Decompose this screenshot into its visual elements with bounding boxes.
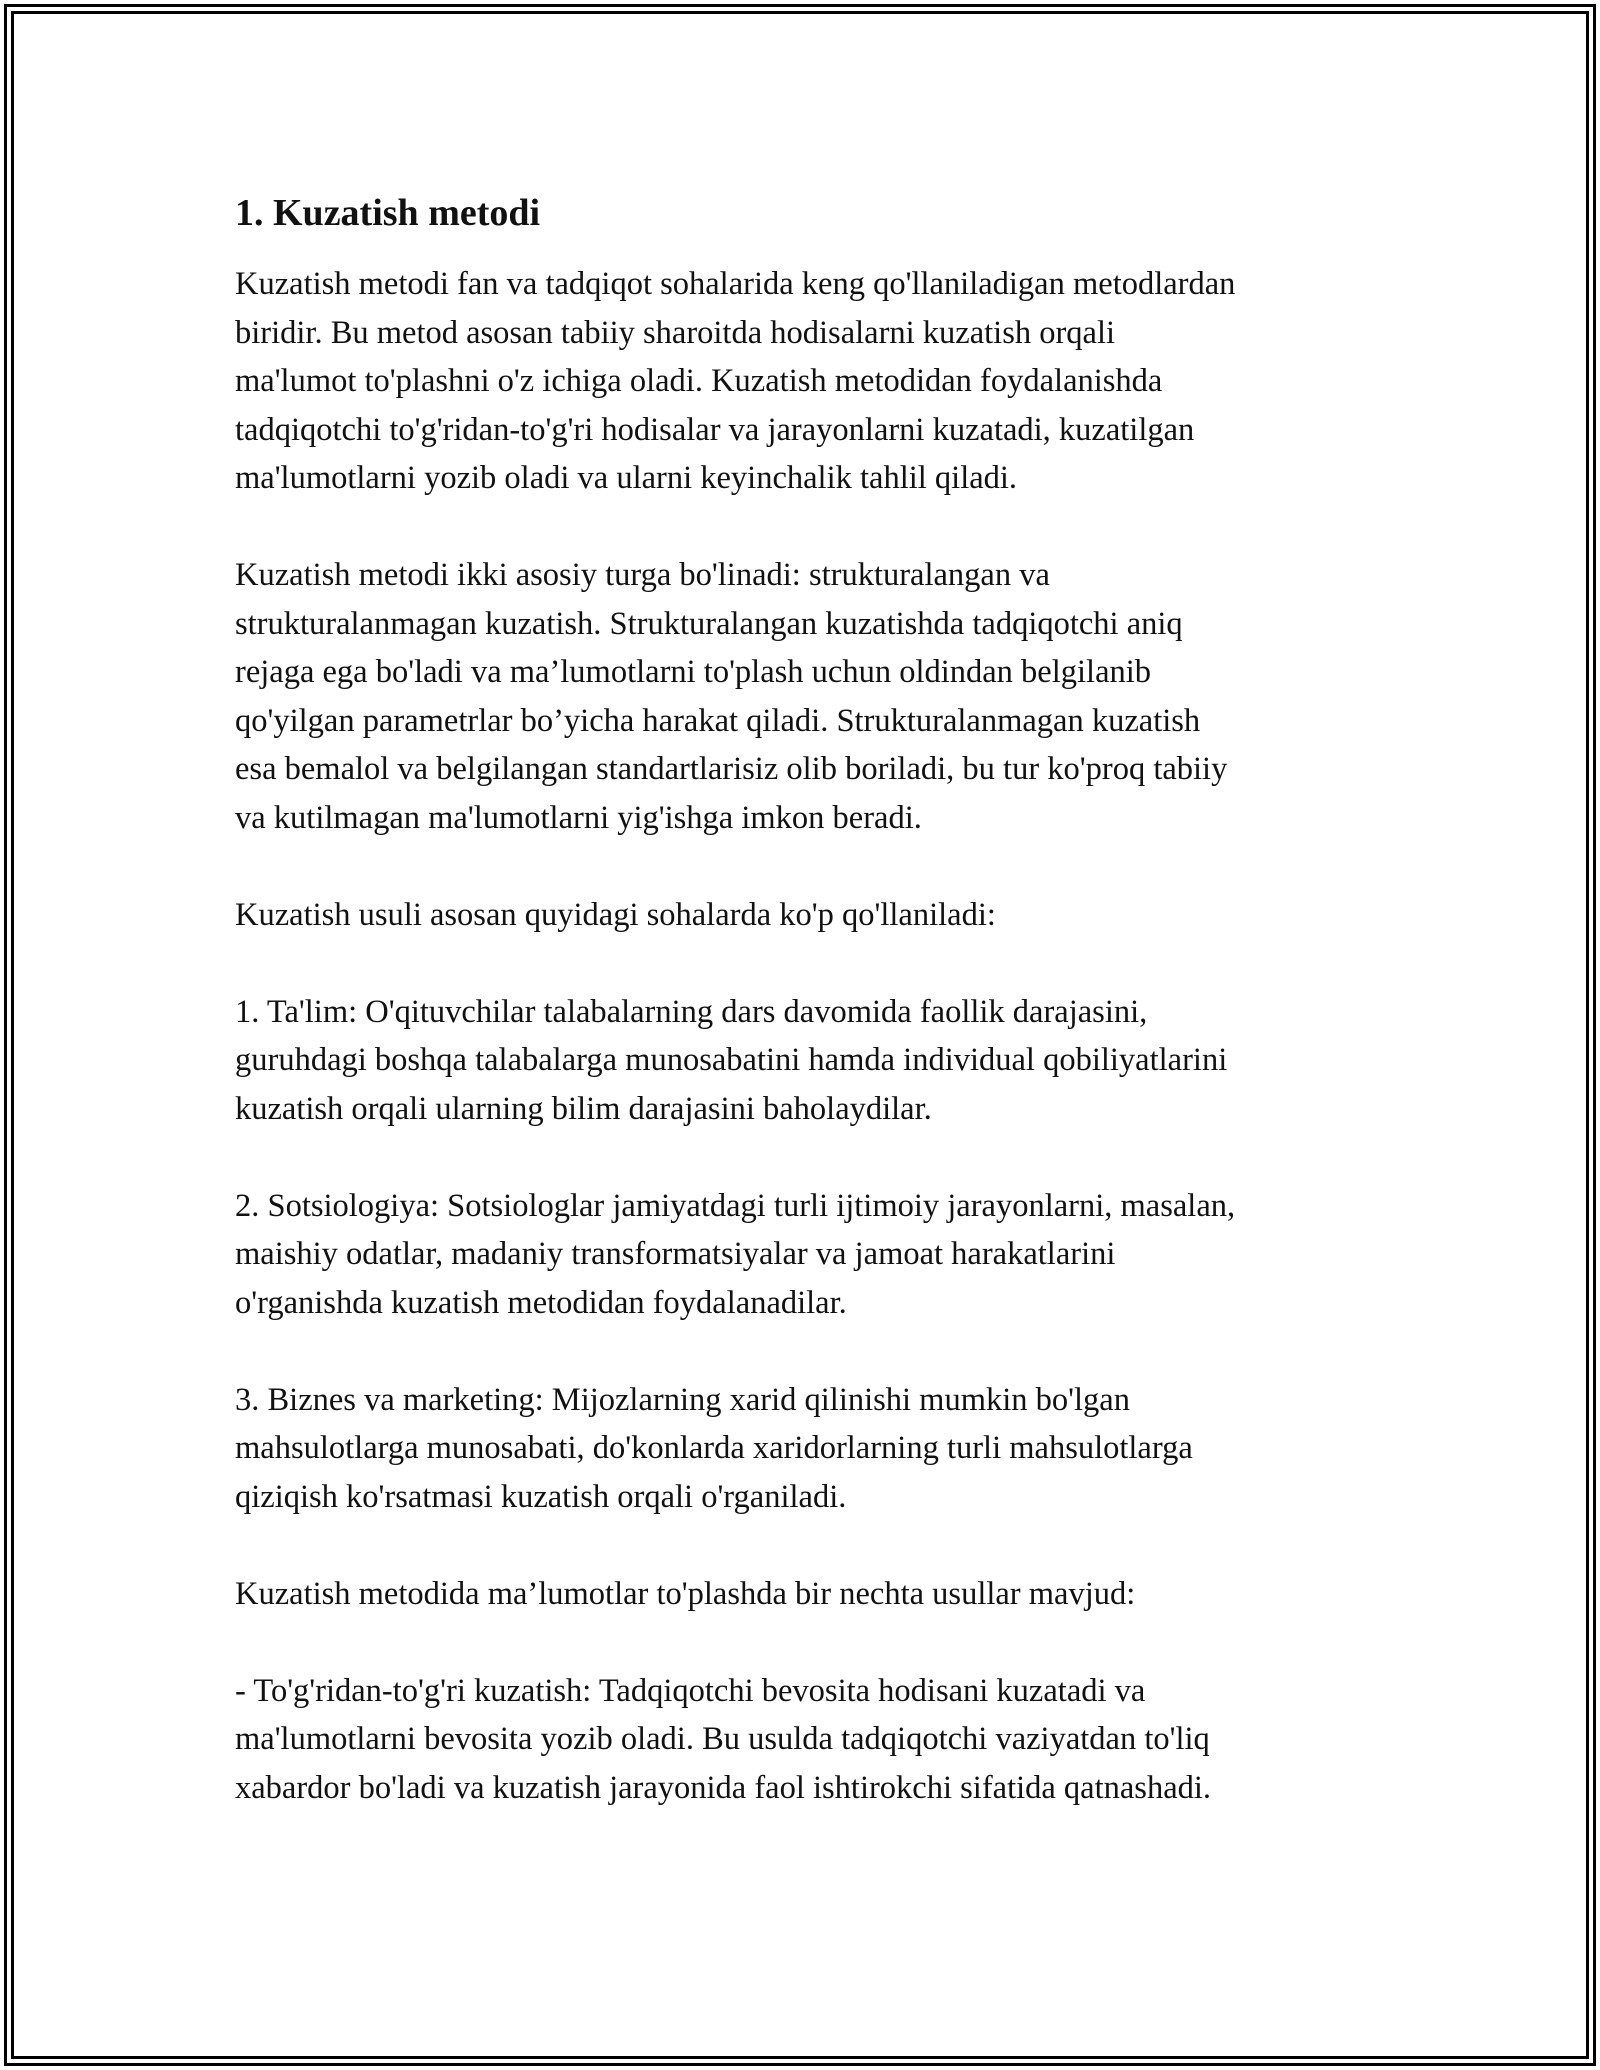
list-item-education: 1. Ta'lim: O'qituvchilar talabalarning dars davomida faollik darajasini, guruhdagi boshqa talabalarga munosabatini hamda individual qobiliyatlarini kuzatish orqali ularning bilim darajasini baholaydilar. [235,993,1228,1127]
paragraph-intro: Kuzatish metodi fan va tadqiqot sohalarida keng qo'llaniladigan metodlardan biridir. Bu metod asosan tabiiy sharoitda hodisalarni kuzatish orqali ma'lumot to'plashni o'z ichiga oladi. Kuzatish metodidan foydalanishda tadqiqotchi to'g'ridan-to'g'ri hodisalar va jarayonlarni kuzatadi, kuzatilgan ma'lumotlarni yozib oladi va ularni keyinchalik tahlil qiladi. [235,266,1236,496]
list-item-direct-observation: - To'g'ridan-to'g'ri kuzatish: Tadqiqotchi bevosita hodisani kuzatadi va ma'lumotlarni bevosita yozib oladi. Bu usulda tadqiqotchi vaziyatdan to'liq xabardor bo'ladi va kuzatish jarayonida faol ishtirokchi sifatida qatnashadi. [235,1672,1212,1806]
paragraph-methods-intro: Kuzatish metodida ma’lumotlar to'plashda bir nechta usullar mavjud: [235,1575,1136,1612]
list-item-business: 3. Biznes va marketing: Mijozlarning xarid qilinishi mumkin bo'lgan mahsulotlarga munosabati, do'konlarda xaridorlarning turli mahsulotlarga qiziqish ko'rsatmasi kuzatish orqali o'rganiladi. [235,1381,1193,1515]
list-item-sociology: 2. Sotsiologiya: Sotsiologlar jamiyatdagi turli ijtimoiy jarayonlarni, masalan, maishiy odatlar, madaniy transformatsiyalar va jamoat harakatlarini o'rganishda kuzatish metodidan foydalanadilar. [235,1187,1236,1321]
paragraph-types: Kuzatish metodi ikki asosiy turga bo'linadi: strukturalangan va strukturalanmagan kuzatish. Strukturalangan kuzatishda tadqiqotchi aniq rejaga ega bo'ladi va ma’lumotlarni to'plash uchun oldindan belgilanib qo'yilgan parametrlar bo’yicha harakat qiladi. Strukturalanmagan kuzatish esa bemalol va belgilangan standartlarisiz olib boriladi, bu tur ko'proq tabiiy va kutilmagan ma'lumotlarni yig'ishga imkon beradi. [235,557,1228,836]
section-heading: 1. Kuzatish metodi [235,192,541,234]
document-body [235,186,1395,1861]
paragraph-areas-intro: Kuzatish usuli asosan quyidagi sohalarda ko'p qo'llaniladi: [235,896,996,933]
